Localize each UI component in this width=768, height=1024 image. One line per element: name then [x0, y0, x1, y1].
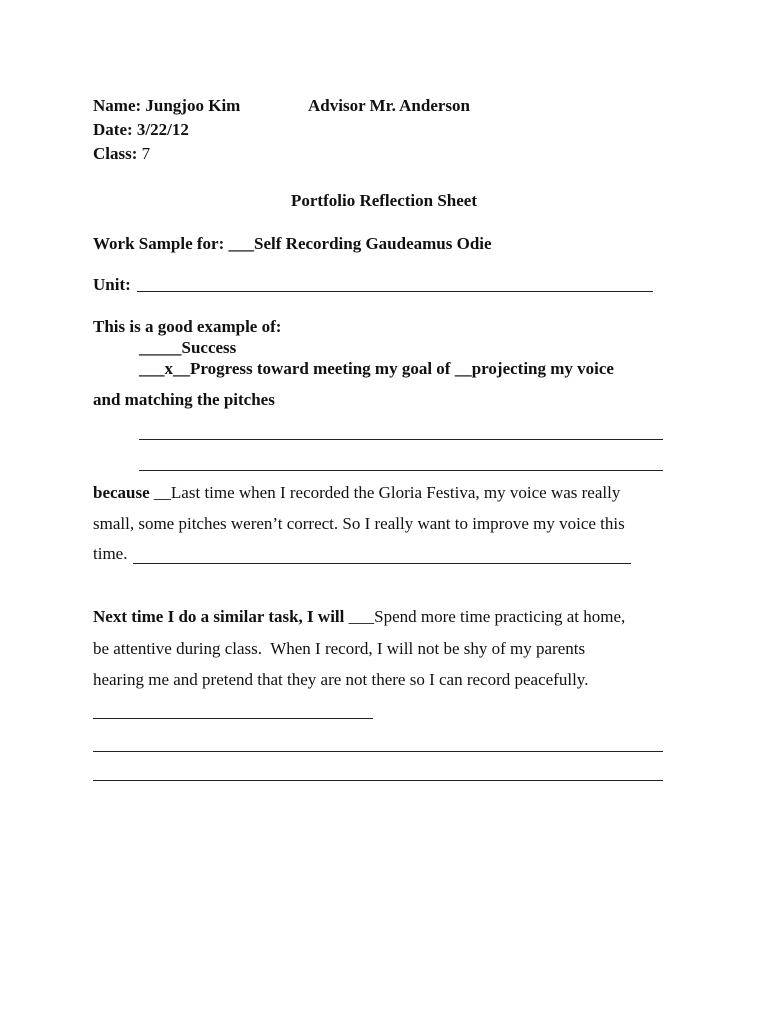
blank-line: [93, 718, 373, 719]
good-example-label: This is a good example of:: [93, 317, 282, 336]
work-sample-label: Work Sample for:: [93, 234, 225, 253]
because-label: because: [93, 483, 150, 502]
date-field: Date: 3/22/12: [93, 120, 189, 139]
next-time-text-2: be attentive during class. When I record, I will not be shy of my parents: [93, 639, 586, 658]
class-field: [93, 143, 150, 165]
work-sample-field: [93, 233, 492, 255]
blank-line: [139, 470, 663, 471]
because-text-2: small, some pitches weren’t correct. So I really want to improve my voice this: [93, 514, 625, 533]
blank-line: [93, 751, 663, 752]
next-time-text-1: ___Spend more time practicing at home,: [348, 607, 626, 626]
next-time-text-3: hearing me and pretend that they are not there so I can record peacefully.: [93, 670, 589, 689]
next-time-line-1: [93, 606, 625, 628]
because-text-1: __Last time when I recorded the Gloria Festiva, my voice was really: [153, 483, 621, 502]
class-value: 7: [141, 144, 151, 163]
option-success: _____Success: [139, 338, 237, 357]
work-sample-value: ___Self Recording Gaudeamus Odie: [228, 234, 492, 253]
advisor-name: Advisor Mr. Anderson: [308, 96, 470, 115]
blank-line: [139, 439, 663, 440]
student-name: Name: Jungjoo Kim: [93, 96, 241, 115]
option-progress: ___x__Progress toward meeting my goal of __projecting my voice: [139, 359, 614, 378]
unit-blank-line: [137, 291, 653, 292]
unit-label: Unit:: [93, 275, 131, 294]
because-blank-line: [133, 563, 631, 564]
next-time-label: Next time I do a similar task, I will: [93, 607, 345, 626]
class-label: Class:: [93, 144, 138, 163]
blank-line: [93, 780, 663, 781]
because-line-1: [93, 482, 620, 504]
sheet-title: Portfolio Reflection Sheet: [291, 191, 477, 210]
because-text-3: time.: [93, 544, 128, 563]
progress-continuation: and matching the pitches: [93, 390, 275, 409]
